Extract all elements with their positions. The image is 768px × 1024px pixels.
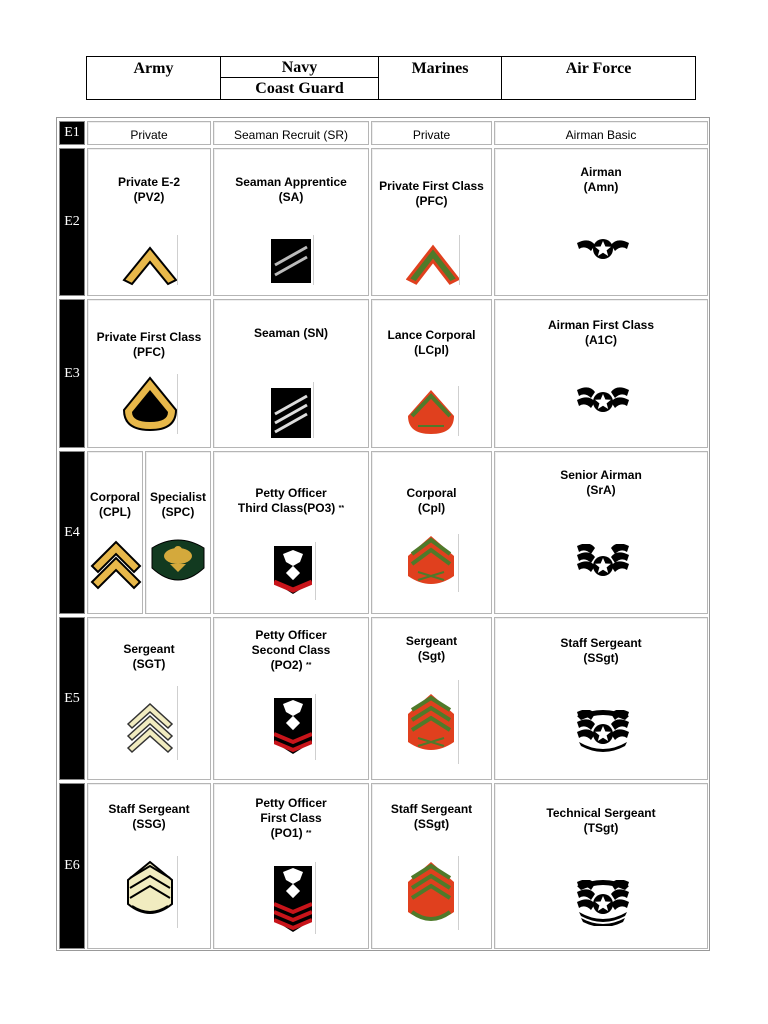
e6-army-title: Staff Sergeant (SSG) bbox=[108, 802, 190, 831]
e6-navy-note-mark: ** bbox=[305, 830, 312, 837]
af-amn-insignia-icon bbox=[575, 235, 631, 263]
grade-e5: E5 bbox=[59, 617, 85, 780]
grade-e3: E3 bbox=[59, 299, 85, 448]
e5-navy-cell bbox=[213, 617, 369, 780]
header-coast-guard: Coast Guard bbox=[255, 80, 344, 97]
e4-af-cell bbox=[494, 451, 708, 614]
e2-navy-title: Seaman Apprentice (SA) bbox=[235, 175, 347, 204]
e1-navy-title: Seaman Recruit (SR) bbox=[233, 128, 349, 142]
army-pfc-chevron-icon bbox=[122, 374, 178, 434]
e3-af-cell bbox=[494, 299, 708, 448]
af-sra-insignia-icon bbox=[575, 544, 631, 580]
army-ssg-chevron-icon bbox=[126, 858, 174, 922]
af-tsgt-insignia-icon bbox=[575, 880, 631, 926]
e4-navy-title: Petty Officer Third Class(PO3) ** bbox=[237, 486, 345, 515]
header-navy: Navy bbox=[221, 57, 378, 78]
e1-army-title: Private bbox=[130, 128, 168, 142]
army-spc-eagle-icon bbox=[150, 534, 206, 592]
e4-army-spc-cell bbox=[145, 451, 211, 614]
e4-army-cpl-cell bbox=[87, 451, 143, 614]
e6-af-title: Technical Sergeant (TSgt) bbox=[546, 806, 656, 835]
grade-e4: E4 bbox=[59, 451, 85, 614]
af-a1c-insignia-icon bbox=[575, 384, 631, 418]
navy-po3-rating-icon bbox=[274, 546, 312, 594]
rank-table bbox=[56, 117, 710, 951]
e2-af-title: Airman (Amn) bbox=[580, 165, 622, 194]
navy-po1-rating-icon bbox=[274, 866, 312, 932]
e6-af-cell bbox=[494, 783, 708, 949]
marine-ssgt-chevron-icon bbox=[406, 860, 456, 928]
e4-army-spc-title: Specialist (SPC) bbox=[149, 490, 207, 519]
army-pv2-chevron-icon bbox=[122, 236, 178, 286]
navy-sn-stripes-icon bbox=[271, 388, 311, 438]
af-ssgt-insignia-icon bbox=[575, 710, 631, 752]
e5-army-title: Sergeant (SGT) bbox=[123, 642, 175, 671]
e1-marines-cell bbox=[371, 121, 492, 145]
e6-navy-title: Petty Officer First Class (PO1) ** bbox=[255, 796, 327, 840]
marine-lcpl-chevron-icon bbox=[406, 386, 456, 438]
e1-marines-title: Private bbox=[412, 128, 451, 142]
e5-marines-cell bbox=[371, 617, 492, 780]
header-navy-coastguard bbox=[221, 57, 379, 99]
navy-po2-rating-icon bbox=[274, 698, 312, 754]
header-air-force: Air Force bbox=[565, 60, 632, 77]
marine-sgt-chevron-icon bbox=[406, 692, 456, 758]
e3-army-title: Private First Class (PFC) bbox=[96, 330, 202, 359]
marine-pfc-chevron-icon bbox=[406, 237, 460, 285]
e2-af-cell bbox=[494, 148, 708, 296]
e6-army-cell bbox=[87, 783, 211, 949]
e5-navy-note-mark: ** bbox=[305, 662, 312, 669]
e1-navy-cell bbox=[213, 121, 369, 145]
e4-navy-note-mark: ** bbox=[338, 505, 345, 512]
grade-e2: E2 bbox=[59, 148, 85, 296]
e4-af-title: Senior Airman (SrA) bbox=[560, 468, 642, 497]
army-cpl-chevron-icon bbox=[90, 536, 142, 592]
e1-af-title: Airman Basic bbox=[565, 128, 637, 142]
e2-marines-title: Private First Class (PFC) bbox=[379, 179, 484, 208]
header-army: Army bbox=[87, 57, 221, 99]
marine-cpl-chevron-icon bbox=[406, 534, 456, 592]
e3-af-title: Airman First Class (A1C) bbox=[547, 318, 655, 347]
grade-e1: E1 bbox=[59, 121, 85, 145]
e3-marines-title: Lance Corporal (LCpl) bbox=[387, 328, 476, 357]
e2-marines-cell bbox=[371, 148, 492, 296]
e3-marines-cell bbox=[371, 299, 492, 448]
e4-navy-cell bbox=[213, 451, 369, 614]
navy-sa-stripes-icon bbox=[271, 239, 311, 283]
e5-army-cell bbox=[87, 617, 211, 780]
e2-army-cell bbox=[87, 148, 211, 296]
e4-marines-title: Corporal (Cpl) bbox=[406, 486, 457, 515]
e3-army-cell bbox=[87, 299, 211, 448]
e1-army-cell bbox=[87, 121, 211, 145]
e1-af-cell bbox=[494, 121, 708, 145]
e2-navy-cell bbox=[213, 148, 369, 296]
e5-marines-title: Sergeant (Sgt) bbox=[405, 634, 458, 663]
e3-navy-title: Seaman (SN) bbox=[253, 326, 329, 340]
e6-marines-title: Staff Sergeant (SSgt) bbox=[390, 802, 473, 831]
e6-marines-cell bbox=[371, 783, 492, 949]
header-marines: Marines bbox=[379, 57, 502, 99]
e4-marines-cell bbox=[371, 451, 492, 614]
e5-af-title: Staff Sergeant (SSgt) bbox=[560, 636, 642, 665]
e4-army-cpl-title: Corporal (CPL) bbox=[89, 490, 140, 519]
e5-navy-title: Petty Officer Second Class (PO2) ** bbox=[251, 628, 331, 672]
e2-army-title: Private E-2 (PV2) bbox=[117, 175, 181, 204]
branch-header-table bbox=[86, 56, 696, 100]
e5-af-cell bbox=[494, 617, 708, 780]
e6-navy-cell bbox=[213, 783, 369, 949]
army-sgt-chevron-icon bbox=[126, 700, 174, 756]
e3-navy-cell bbox=[213, 299, 369, 448]
grade-e6: E6 bbox=[59, 783, 85, 949]
